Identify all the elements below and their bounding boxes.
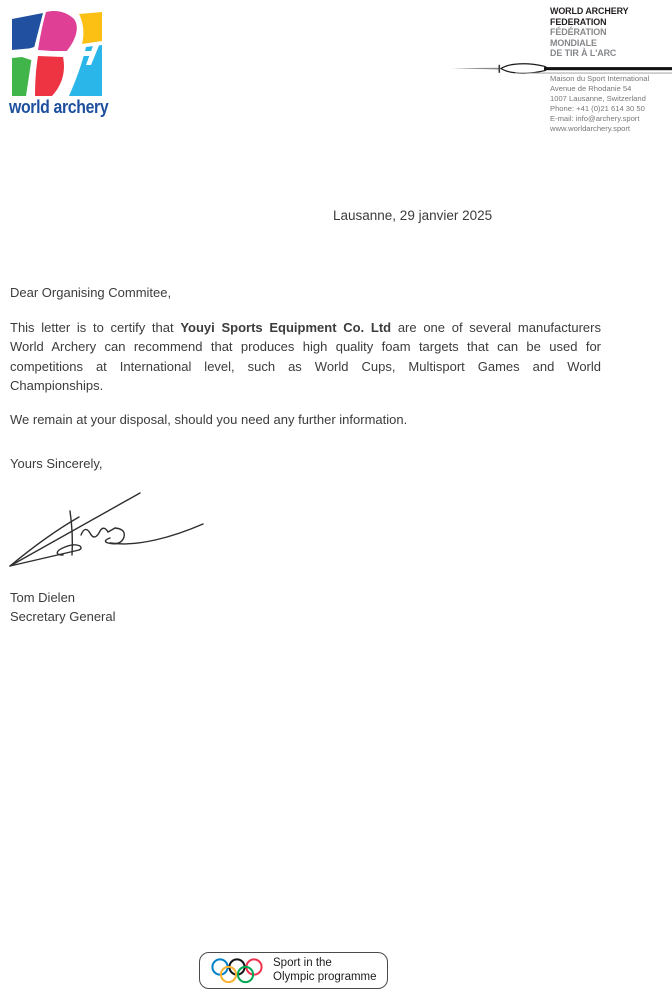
badge-text-line2: Olympic programme: [273, 970, 377, 983]
olympic-rings-icon: [210, 957, 264, 985]
badge-text: [273, 957, 377, 984]
paragraph-line: competitions at International level, such as World Cups, Multisport Games and World: [10, 358, 601, 374]
paragraph-line: [10, 318, 601, 337]
world-archery-wordmark: world archery: [9, 97, 109, 117]
disposal-paragraph: We remain at your disposal, should you need any further information.: [10, 412, 408, 427]
company-name: Youyi Sports Equipment Co. Ltd: [180, 320, 392, 335]
paragraph-line: World Archery can recommend that produces high quality foam targets that can be used for: [10, 339, 601, 355]
address-line: E-mail: info@archery.sport: [550, 114, 640, 123]
address-line: 1007 Lausanne, Switzerland: [550, 94, 646, 103]
paragraph-line: Championships.: [10, 377, 104, 393]
line1-suffix: are one of several manufacturers: [391, 320, 601, 335]
org-name-fr-line3: DE TIR À L'ARC: [550, 48, 617, 59]
address-block: [550, 74, 649, 134]
line1-prefix: This letter is to certify that: [10, 320, 181, 335]
org-name-fr-line2: MONDIALE: [550, 37, 597, 49]
salutation: Dear Organising Commitee,: [10, 285, 172, 300]
org-name-block: [550, 7, 628, 60]
org-name-en-line2: FEDERATION: [550, 16, 607, 28]
signature: [3, 487, 215, 571]
certification-paragraph: [10, 318, 601, 395]
address-line: Avenue de Rhodanie 54: [550, 84, 632, 93]
org-name-fr-line1: FÉDÉRATION: [550, 27, 607, 38]
olympic-programme-badge: [199, 952, 388, 989]
signer-name: Tom Dielen: [10, 590, 76, 605]
address-line: www.worldarchery.sport: [550, 124, 631, 133]
org-name-en-line1: WORLD ARCHERY: [550, 6, 629, 17]
badge-text-line1: Sport in the: [273, 957, 332, 969]
signer-title: Secretary General: [10, 609, 116, 624]
address-line: Maison du Sport International: [550, 74, 650, 83]
world-archery-logo-icon: [10, 10, 104, 98]
dateline: Lausanne, 29 janvier 2025: [333, 208, 493, 223]
address-line: Phone: +41 (0)21 614 30 50: [550, 104, 645, 113]
closing-line: Yours Sincerely,: [10, 456, 103, 471]
